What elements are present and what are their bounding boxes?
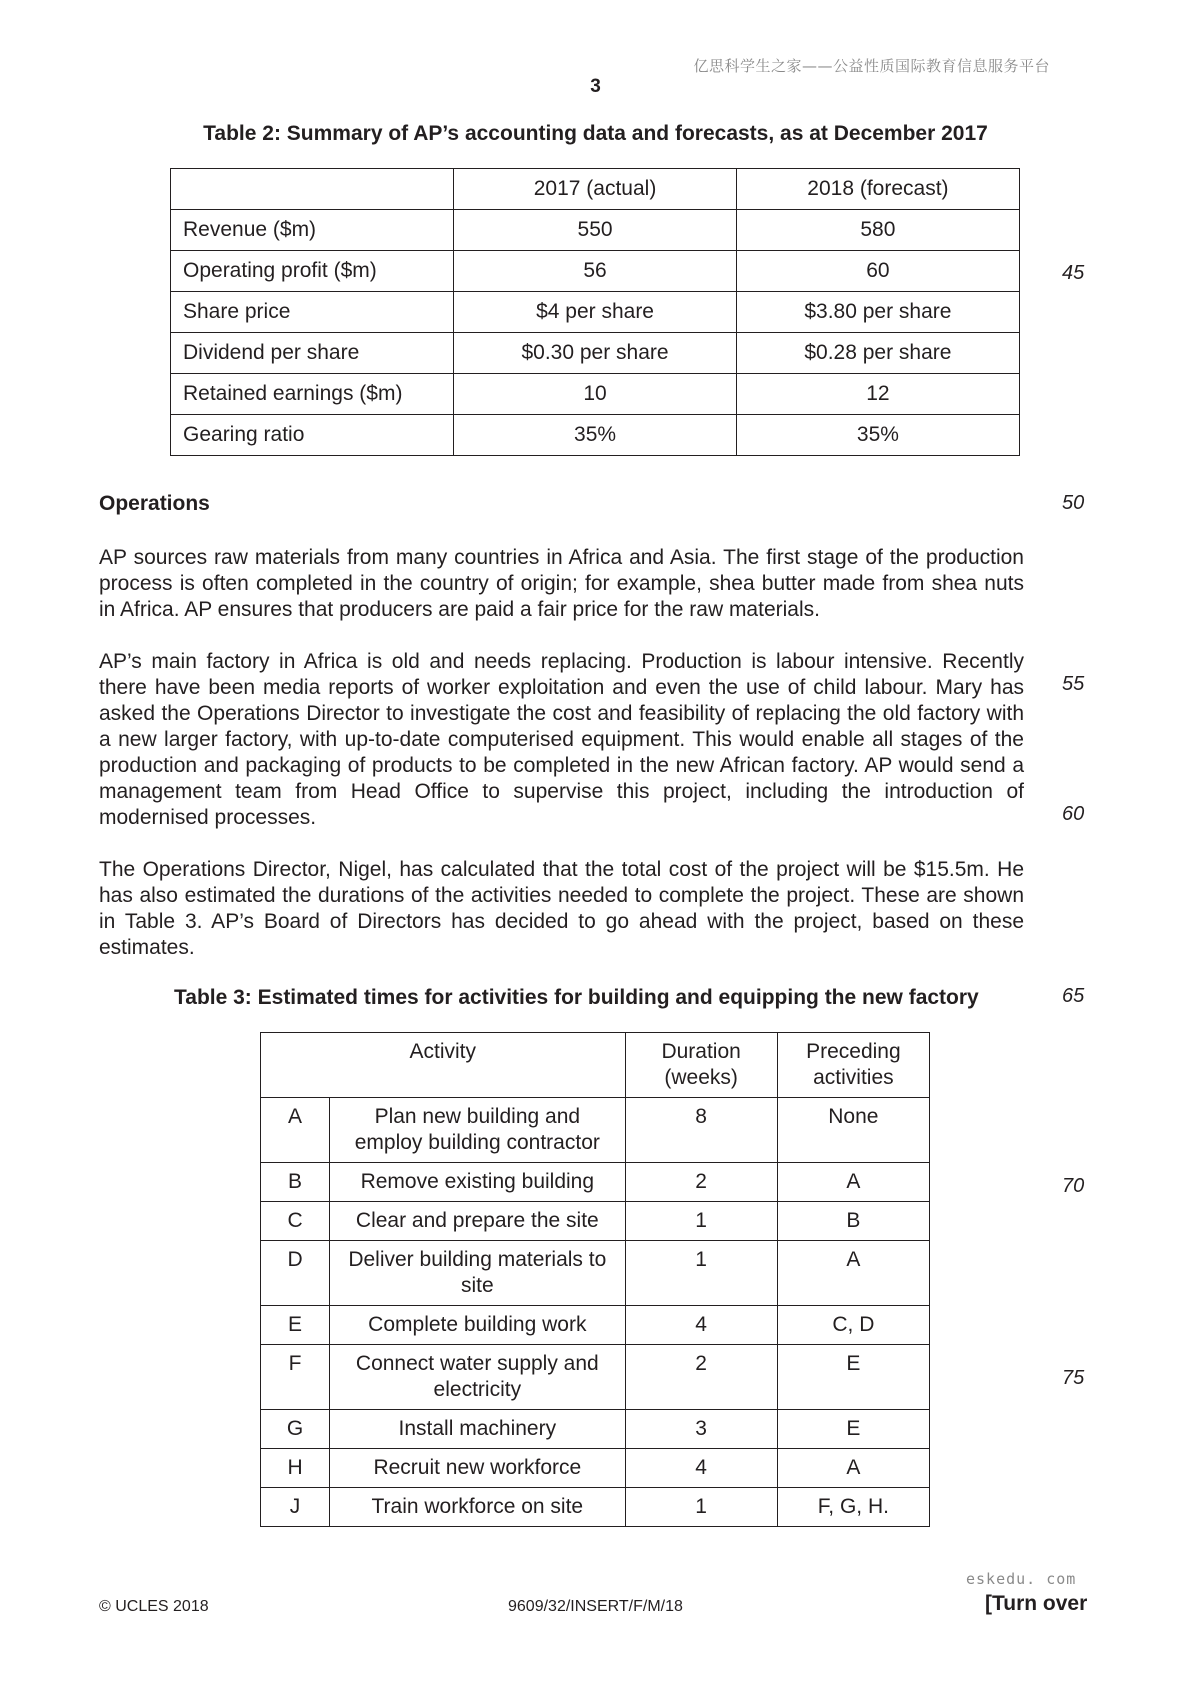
activity-description: Install machinery <box>330 1410 625 1449</box>
table-header-row <box>171 169 1020 210</box>
line-number: 70 <box>1062 1175 1085 1197</box>
table-cell: 35% <box>736 415 1019 456</box>
table-row <box>261 1345 930 1410</box>
activity-preceding: B <box>777 1202 929 1241</box>
activity-duration: 1 <box>625 1202 777 1241</box>
activity-description: Clear and prepare the site <box>330 1202 625 1241</box>
table-header-cell: 2018 (forecast) <box>736 169 1019 210</box>
activity-letter: D <box>261 1241 330 1306</box>
row-label: Retained earnings ($m) <box>171 374 454 415</box>
table-cell: $0.30 per share <box>454 333 737 374</box>
line-number: 55 <box>1062 673 1085 695</box>
table-cell: 10 <box>454 374 737 415</box>
table-row <box>261 1241 930 1306</box>
table-row <box>261 1449 930 1488</box>
table3-title: Table 3: Estimated times for activities for building and equipping the new factory <box>174 986 979 1009</box>
line-number: 60 <box>1062 803 1085 825</box>
line-number: 45 <box>1062 262 1085 284</box>
paragraph-project-cost: The Operations Director, Nigel, has calculated that the total cost of the project will be $15.5m. He has also estimated the durations of the activities needed to complete the project. These are shown in Table 3. AP’s Board of Directors has decided to go ahead with the project, based on these estimates. <box>99 858 1024 959</box>
activity-preceding: A <box>777 1163 929 1202</box>
table-header-cell: 2017 (actual) <box>454 169 737 210</box>
row-label: Revenue ($m) <box>171 210 454 251</box>
activity-preceding: None <box>777 1098 929 1163</box>
table-cell: 56 <box>454 251 737 292</box>
page-number: 3 <box>590 76 601 97</box>
activity-letter: J <box>261 1488 330 1527</box>
preceding-header: Preceding activities <box>777 1033 929 1098</box>
table-row <box>261 1163 930 1202</box>
table-cell: 550 <box>454 210 737 251</box>
activity-duration: 1 <box>625 1241 777 1306</box>
activity-preceding: E <box>777 1345 929 1410</box>
activity-letter: C <box>261 1202 330 1241</box>
footer-turn-over: [Turn over <box>985 1592 1088 1615</box>
activity-duration: 2 <box>625 1163 777 1202</box>
table-row <box>261 1306 930 1345</box>
table-row <box>171 210 1020 251</box>
table-row <box>171 374 1020 415</box>
line-number: 75 <box>1062 1367 1085 1389</box>
section-heading-operations: Operations <box>99 492 210 515</box>
table2-accounting-summary <box>170 168 1020 456</box>
activity-description: Remove existing building <box>330 1163 625 1202</box>
footer-copyright: © UCLES 2018 <box>99 1598 209 1615</box>
table-cell: $0.28 per share <box>736 333 1019 374</box>
table-cell: 580 <box>736 210 1019 251</box>
activity-letter: G <box>261 1410 330 1449</box>
table-header-cell <box>171 169 454 210</box>
line-number: 65 <box>1062 985 1085 1007</box>
table-row <box>171 333 1020 374</box>
table-row <box>261 1098 930 1163</box>
row-label: Dividend per share <box>171 333 454 374</box>
activity-preceding: F, G, H. <box>777 1488 929 1527</box>
table-row <box>171 292 1020 333</box>
activity-duration: 4 <box>625 1306 777 1345</box>
table-row <box>171 251 1020 292</box>
row-label: Operating profit ($m) <box>171 251 454 292</box>
paragraph-raw-materials: AP sources raw materials from many countries in Africa and Asia. The first stage of the production process is often completed in the country of origin; for example, shea butter made from shea nuts in Africa. AP ensures that producers are paid a fair price for the raw materials. <box>99 546 1024 621</box>
table-cell: $4 per share <box>454 292 737 333</box>
activity-letter: E <box>261 1306 330 1345</box>
activity-preceding: C, D <box>777 1306 929 1345</box>
activity-duration: 4 <box>625 1449 777 1488</box>
activity-preceding: A <box>777 1449 929 1488</box>
activity-description: Plan new building and employ building contractor <box>330 1098 625 1163</box>
table-cell: 12 <box>736 374 1019 415</box>
activity-letter: B <box>261 1163 330 1202</box>
table2-title: Table 2: Summary of AP’s accounting data and forecasts, as at December 2017 <box>203 122 988 145</box>
watermark-text: 亿思科学生之家——公益性质国际教育信息服务平台 <box>693 57 1050 75</box>
table-row <box>261 1488 930 1527</box>
activity-header: Activity <box>261 1033 626 1098</box>
footer-paper-code: 9609/32/INSERT/F/M/18 <box>508 1598 683 1615</box>
activity-description: Recruit new workforce <box>330 1449 625 1488</box>
row-label: Gearing ratio <box>171 415 454 456</box>
activity-duration: 8 <box>625 1098 777 1163</box>
activity-duration: 3 <box>625 1410 777 1449</box>
table-row <box>171 415 1020 456</box>
activity-preceding: A <box>777 1241 929 1306</box>
table-row <box>261 1410 930 1449</box>
table-cell: 60 <box>736 251 1019 292</box>
activity-letter: A <box>261 1098 330 1163</box>
activity-description: Complete building work <box>330 1306 625 1345</box>
duration-header: Duration (weeks) <box>625 1033 777 1098</box>
table3-activity-durations <box>260 1032 930 1527</box>
activity-letter: F <box>261 1345 330 1410</box>
activity-description: Connect water supply and electricity <box>330 1345 625 1410</box>
activity-duration: 1 <box>625 1488 777 1527</box>
activity-letter: H <box>261 1449 330 1488</box>
paragraph-factory: AP’s main factory in Africa is old and needs replacing. Production is labour intensive. Recently there have been media reports of worker exploitation and even the use of child labour. Mary has asked the Operations Director to investigate the cost and feasibility of replacing the old factory with a new larger factory, with up-to-date computerised equipment. This would enable all stages of the production and packaging of products to be completed in the new African factory. AP would send a management team from Head Office to supervise this project, including the introduction of modernised processes. <box>99 650 1024 829</box>
table-row <box>261 1202 930 1241</box>
activity-description: Train workforce on site <box>330 1488 625 1527</box>
table-cell: $3.80 per share <box>736 292 1019 333</box>
activity-duration: 2 <box>625 1345 777 1410</box>
table-header-row <box>261 1033 930 1098</box>
line-number: 50 <box>1062 492 1085 514</box>
activity-preceding: E <box>777 1410 929 1449</box>
row-label: Share price <box>171 292 454 333</box>
table-cell: 35% <box>454 415 737 456</box>
footer-site-watermark: eskedu. com <box>966 1570 1077 1588</box>
activity-description: Deliver building materials to site <box>330 1241 625 1306</box>
